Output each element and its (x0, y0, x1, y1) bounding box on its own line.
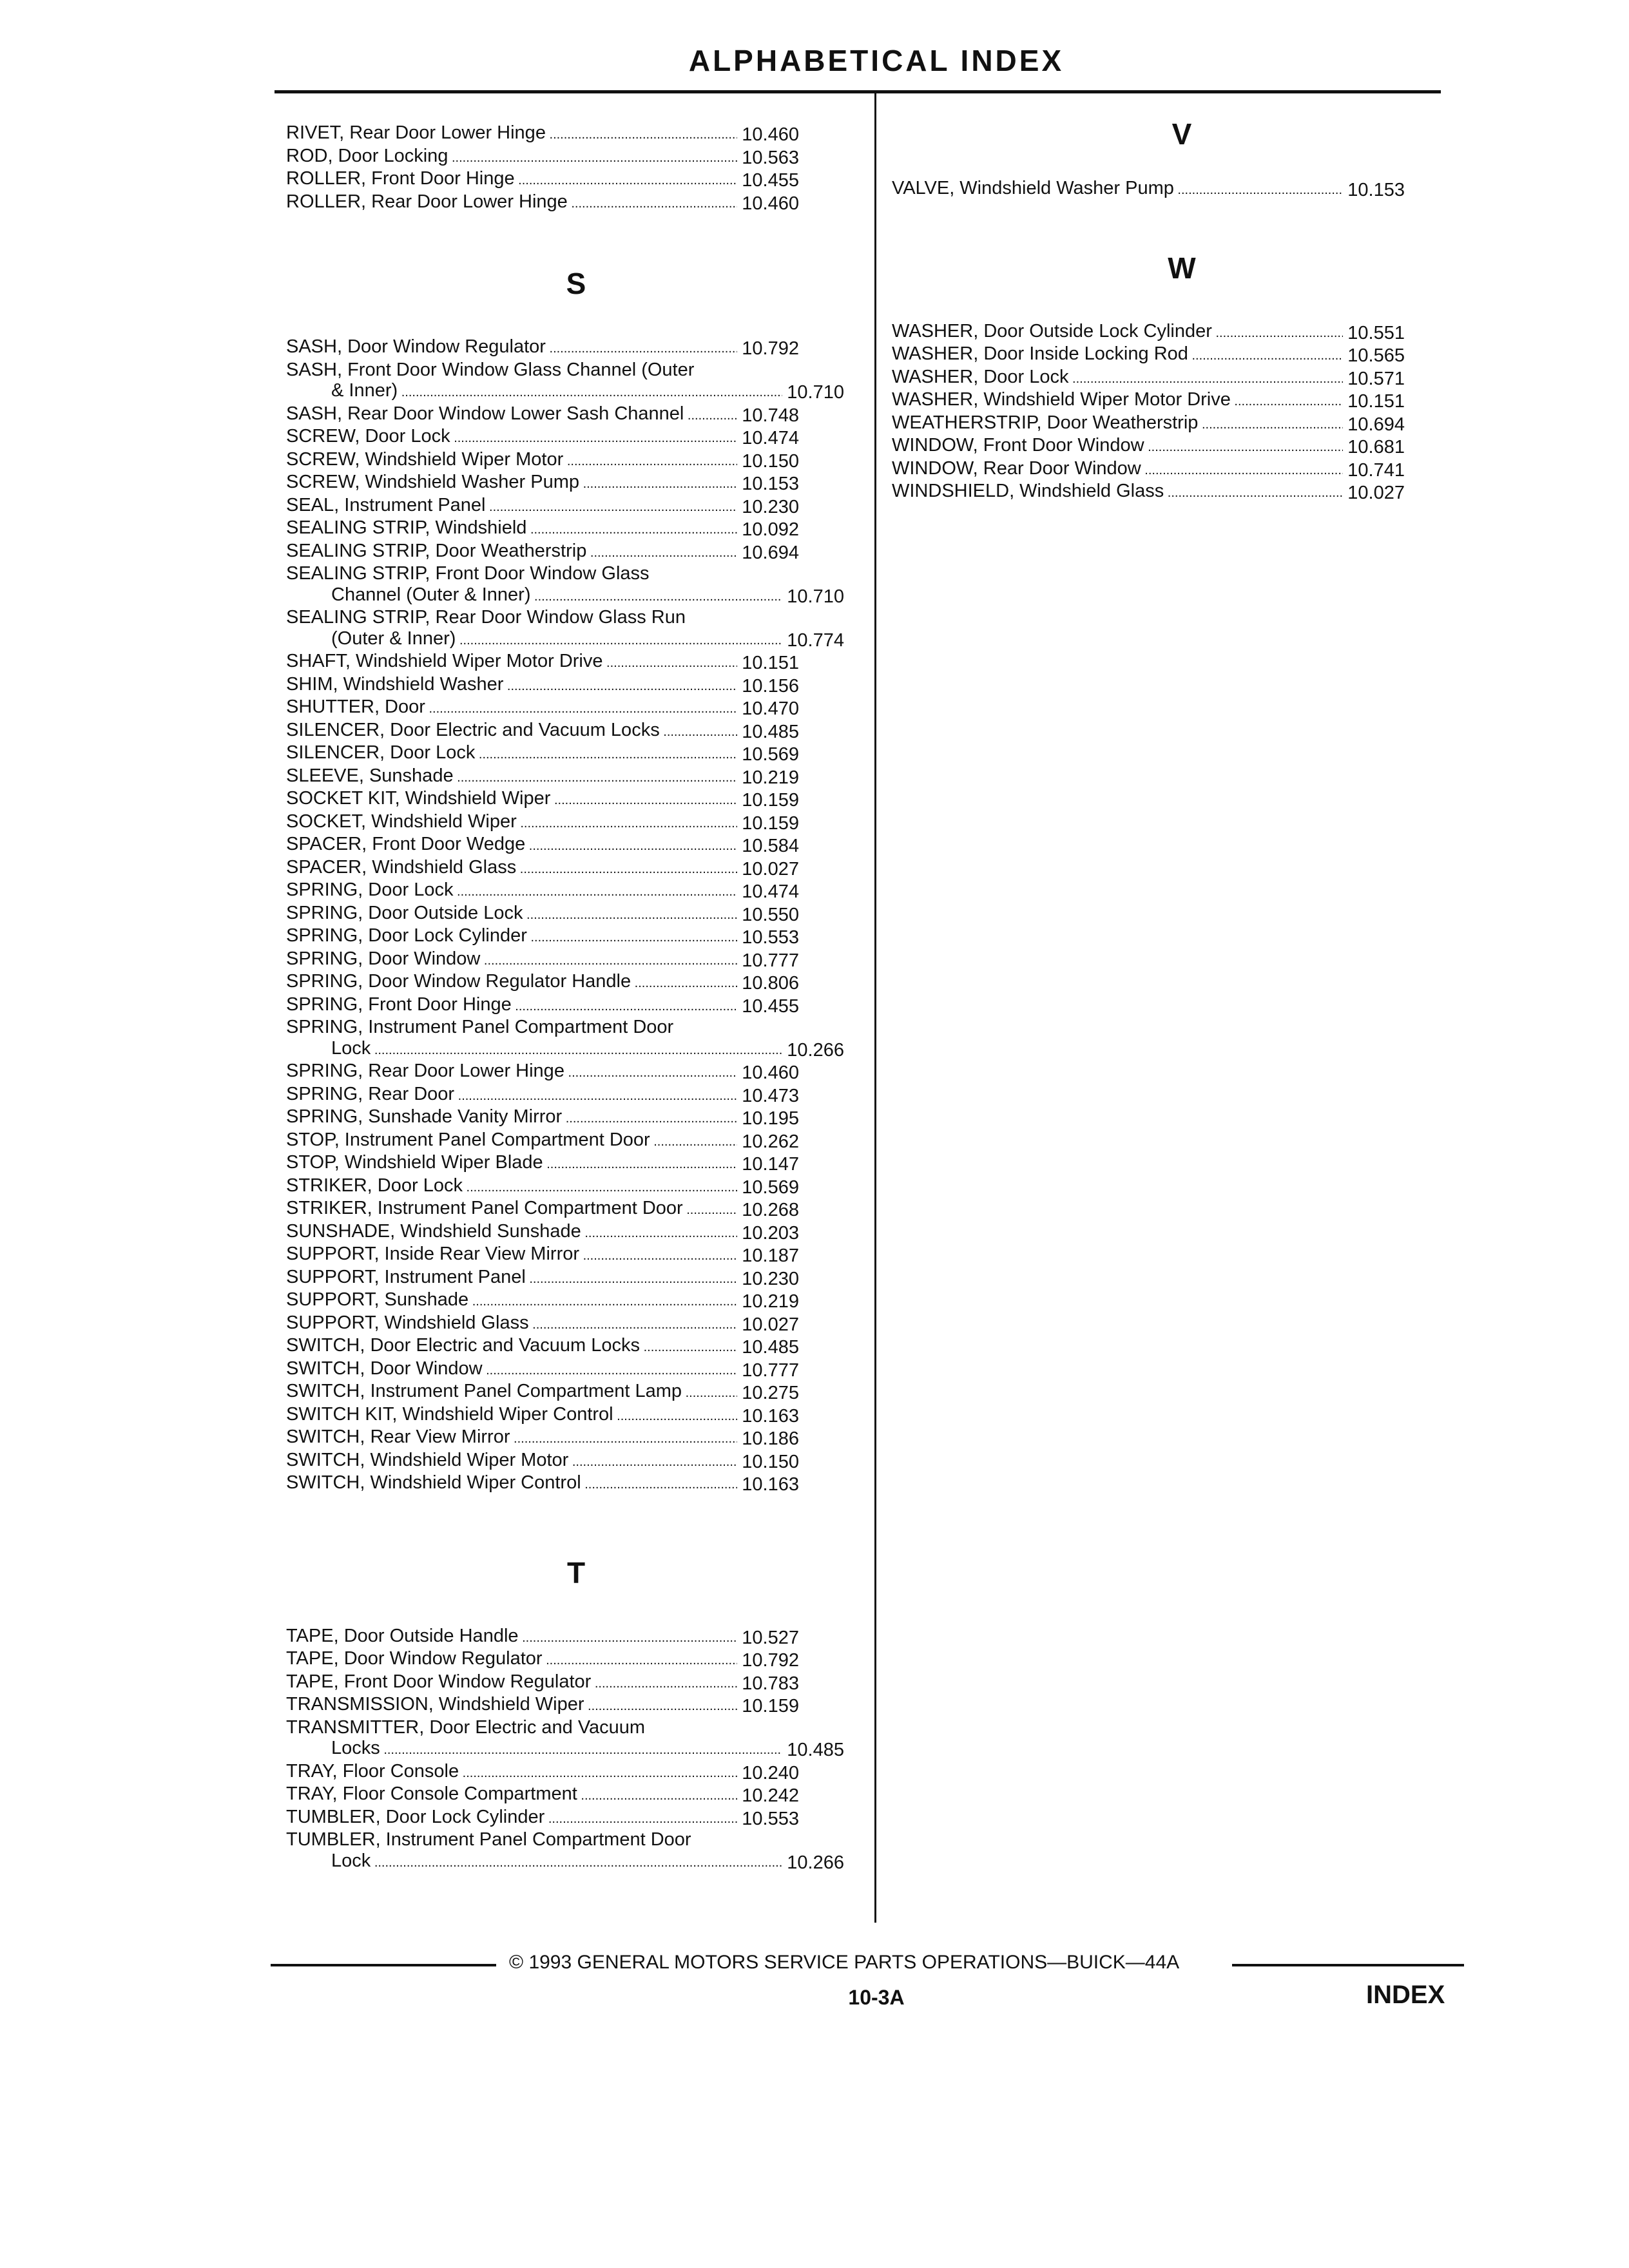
index-entry-page: 10.553 (742, 927, 799, 948)
index-entry (286, 674, 866, 697)
index-entry-page: 10.694 (742, 542, 799, 563)
index-entry-page: 10.792 (742, 338, 799, 359)
index-entry-name: SPRING, Instrument Panel Compartment Door (286, 1017, 674, 1037)
index-entry-name: STOP, Instrument Panel Compartment Door ..... (286, 1129, 737, 1153)
page-number: 10-3A (848, 1986, 905, 2009)
index-entry-page: 10.485 (742, 1337, 799, 1358)
index-entry-name: SEAL, Instrument Panel ..... (286, 495, 737, 518)
index-entry-page: 10.195 (742, 1108, 799, 1129)
index-entry-name: SPRING, Sunshade Vanity Mirror ..... (286, 1106, 737, 1129)
index-entry (286, 1694, 866, 1717)
index-entry-name: TUMBLER, Door Lock Cylinder ..... (286, 1807, 737, 1830)
index-entry-name: SILENCER, Door Electric and Vacuum Locks ..... (286, 720, 737, 743)
index-entry (286, 651, 866, 674)
index-entry-name: TAPE, Door Window Regulator ..... (286, 1648, 737, 1671)
index-entry-page: 10.151 (742, 653, 799, 673)
index-entry-page: 10.485 (787, 1740, 844, 1760)
index-entry (286, 879, 866, 903)
index-section-t (286, 1626, 866, 1874)
index-entry-continuation: Locks ..... (286, 1738, 782, 1761)
index-entry-page: 10.230 (742, 1268, 799, 1289)
index-entry (286, 1221, 866, 1244)
index-entry-page: 10.455 (742, 170, 799, 191)
index-section-r (286, 122, 866, 214)
index-entry-page: 10.460 (742, 124, 799, 145)
footer-section-label: INDEX (1366, 1981, 1445, 2009)
index-entry-page: 10.186 (742, 1428, 799, 1449)
index-entry (286, 925, 866, 948)
index-entry-name: SPRING, Door Window Regulator Handle ..... (286, 971, 737, 994)
section-letter-t: T (566, 1555, 586, 1590)
index-entry (286, 472, 866, 495)
index-entry (286, 1129, 866, 1153)
index-entry (286, 168, 866, 191)
index-entry-page: 10.187 (742, 1245, 799, 1266)
index-entry-name: TRANSMISSION, Windshield Wiper ..... (286, 1694, 737, 1717)
index-entry-page: 10.151 (1347, 391, 1405, 412)
index-entry-name: TRAY, Floor Console ..... (286, 1761, 737, 1784)
index-entry (892, 343, 1472, 367)
index-entry-name: WASHER, Door Outside Lock Cylinder ..... (892, 321, 1343, 344)
index-entry-name: SUNSHADE, Windshield Sunshade ..... (286, 1221, 737, 1244)
index-entry (286, 1175, 866, 1198)
index-entry-page: 10.219 (742, 1291, 799, 1312)
index-entry (286, 426, 866, 449)
index-entry-name: SASH, Door Window Regulator ..... (286, 336, 737, 360)
index-entry (892, 412, 1472, 436)
index-entry-page: 10.710 (787, 382, 844, 403)
index-entry-name: SHUTTER, Door ..... (286, 697, 737, 720)
index-entry-name: SPRING, Front Door Hinge ..... (286, 994, 737, 1017)
index-entry-name: SEALING STRIP, Rear Door Window Glass Run (286, 607, 686, 628)
index-entry (286, 1267, 866, 1290)
index-entry-continuation: (Outer & Inner) ..... (286, 628, 782, 651)
index-entry (286, 1427, 866, 1450)
index-entry (286, 336, 866, 360)
index-entry-page: 10.163 (742, 1405, 799, 1427)
index-entry-page: 10.159 (742, 812, 799, 834)
index-entry-page: 10.156 (742, 675, 799, 697)
index-entry-continuation: Lock ..... (286, 1850, 782, 1874)
index-entry-name: SUPPORT, Sunshade ..... (286, 1289, 737, 1312)
index-entry (286, 628, 866, 651)
index-entry (286, 765, 866, 789)
index-entry-page: 10.741 (1347, 459, 1405, 481)
index-entry-page: 10.710 (787, 586, 844, 607)
index-entry-page: 10.783 (742, 1673, 799, 1694)
index-entry-page: 10.792 (742, 1650, 799, 1671)
index-entry-page: 10.147 (742, 1154, 799, 1175)
index-entry (286, 122, 866, 146)
index-entry-name: TRAY, Floor Console Compartment ..... (286, 1783, 737, 1807)
index-entry (286, 1152, 866, 1175)
index-entry-page: 10.268 (742, 1200, 799, 1220)
index-entry-page: 10.551 (1347, 322, 1405, 343)
header-rule (275, 90, 1441, 93)
index-entry-name: SUPPORT, Instrument Panel ..... (286, 1267, 737, 1290)
index-entry-continuation: Lock ..... (286, 1038, 782, 1061)
index-entry-page: 10.584 (742, 836, 799, 856)
index-entry-page: 10.571 (1347, 368, 1405, 389)
index-entry (286, 1381, 866, 1404)
index-entry-name: SWITCH, Door Electric and Vacuum Locks ..... (286, 1335, 737, 1358)
index-entry-page: 10.455 (742, 995, 799, 1017)
index-entry (286, 517, 866, 541)
index-entry (286, 1738, 866, 1761)
index-entry-name: ROLLER, Rear Door Lower Hinge ..... (286, 191, 737, 215)
index-entry-name: TUMBLER, Instrument Panel Compartment Door (286, 1829, 691, 1850)
index-entry (286, 834, 866, 857)
index-entry-page: 10.240 (742, 1762, 799, 1783)
index-entry-page: 10.163 (742, 1474, 799, 1495)
index-entry-page: 10.527 (742, 1627, 799, 1648)
index-entry (286, 788, 866, 811)
index-entry-name: SEALING STRIP, Windshield ..... (286, 517, 737, 541)
section-letter-s: S (566, 267, 586, 300)
index-entry-name: SASH, Front Door Window Glass Channel (Outer (286, 359, 695, 380)
footer-copyright: © 1993 GENERAL MOTORS SERVICE PARTS OPERATIONS—BUICK—44A (509, 1952, 1180, 1973)
index-entry-page: 10.027 (742, 858, 799, 879)
index-entry (286, 720, 866, 743)
index-entry (286, 811, 866, 834)
index-entry-page: 10.460 (742, 193, 799, 214)
index-entry-page: 10.203 (742, 1222, 799, 1244)
index-entry-name: WASHER, Windshield Wiper Motor Drive ..... (892, 389, 1343, 412)
index-entry (286, 1198, 866, 1221)
index-entry-name: RIVET, Rear Door Lower Hinge ..... (286, 122, 737, 146)
index-entry (286, 857, 866, 880)
index-entry-page: 10.219 (742, 767, 799, 788)
index-entry-name: SOCKET, Windshield Wiper ..... (286, 811, 737, 834)
index-entry-name: SPRING, Door Lock ..... (286, 879, 737, 903)
index-entry-page: 10.485 (742, 721, 799, 742)
index-entry-page: 10.550 (742, 904, 799, 925)
index-entry (286, 1761, 866, 1784)
index-entry-page: 10.153 (742, 474, 799, 494)
index-entry-continuation: & Inner) ..... (286, 380, 782, 403)
index-entry-name: SUPPORT, Windshield Glass ..... (286, 1312, 737, 1336)
index-entry-name: SCREW, Windshield Wiper Motor ..... (286, 449, 737, 472)
index-entry (286, 495, 866, 518)
index-entry (286, 584, 866, 608)
index-entry-page: 10.777 (742, 950, 799, 971)
index-entry (286, 1648, 866, 1671)
index-entry-page: 10.262 (742, 1131, 799, 1152)
index-entry-name: WINDOW, Rear Door Window ..... (892, 458, 1343, 481)
index-entry-page: 10.563 (742, 147, 799, 168)
index-entry (286, 541, 866, 564)
index-entry-page: 10.027 (1347, 483, 1405, 503)
index-entry-name: WINDSHIELD, Windshield Glass ..... (892, 481, 1343, 504)
index-entry-name: SILENCER, Door Lock ..... (286, 742, 737, 765)
index-entry-page: 10.569 (742, 1177, 799, 1198)
index-entry (892, 481, 1472, 504)
index-entry-name: WINDOW, Front Door Window ..... (892, 435, 1343, 458)
index-entry-name: ROLLER, Front Door Hinge ..... (286, 168, 737, 191)
index-entry-name: STOP, Windshield Wiper Blade ..... (286, 1152, 737, 1175)
index-entry-page: 10.681 (1347, 437, 1405, 457)
index-entry (286, 971, 866, 994)
index-entry-page: 10.565 (1347, 345, 1405, 366)
index-entry (892, 389, 1472, 412)
index-entry-page: 10.774 (787, 629, 844, 651)
index-entry (286, 1244, 866, 1267)
index-entry (286, 1084, 866, 1107)
index-entry-page: 10.153 (1347, 180, 1405, 200)
index-entry (892, 367, 1472, 390)
index-entry-name: WASHER, Door Lock ..... (892, 367, 1343, 390)
index-entry (286, 1626, 866, 1649)
index-entry-page: 10.159 (742, 1696, 799, 1716)
section-letter-w: W (1168, 251, 1196, 285)
index-entry-name: SWITCH, Instrument Panel Compartment Lamp ..... (286, 1381, 737, 1404)
index-entry-page: 10.460 (742, 1062, 799, 1083)
index-entry-name: SPRING, Door Window ..... (286, 948, 737, 972)
index-entry (286, 146, 866, 169)
index-entry-page: 10.275 (742, 1383, 799, 1403)
index-entry-name: SHAFT, Windshield Wiper Motor Drive ..... (286, 651, 737, 674)
index-entry-page: 10.242 (742, 1785, 799, 1806)
index-entry (892, 435, 1472, 458)
index-entry-name: SPRING, Rear Door ..... (286, 1084, 737, 1107)
index-entry-name: SCREW, Windshield Washer Pump ..... (286, 472, 737, 495)
index-entry-name: SWITCH, Windshield Wiper Motor ..... (286, 1450, 737, 1473)
index-entry-name: STRIKER, Door Lock ..... (286, 1175, 737, 1198)
index-entry-name: TAPE, Front Door Window Regulator ..... (286, 1671, 737, 1695)
index-entry (286, 1450, 866, 1473)
index-entry-name: SEALING STRIP, Front Door Window Glass (286, 563, 650, 584)
index-entry (286, 1335, 866, 1358)
index-entry-page: 10.266 (787, 1852, 844, 1873)
index-entry-name: SPACER, Windshield Glass ..... (286, 857, 737, 880)
index-entry (286, 1358, 866, 1381)
index-entry-page: 10.150 (742, 450, 799, 472)
index-entry-name: ROD, Door Locking ..... (286, 146, 737, 169)
index-entry-name: VALVE, Windshield Washer Pump ..... (892, 178, 1343, 201)
index-entry-page: 10.159 (742, 790, 799, 811)
index-entry-name: TRANSMITTER, Door Electric and Vacuum (286, 1716, 646, 1738)
index-entry-name: SEALING STRIP, Door Weatherstrip ..... (286, 541, 737, 564)
index-section-s (286, 336, 866, 1495)
index-entry-name: SWITCH, Windshield Wiper Control ..... (286, 1472, 737, 1495)
left-column (286, 122, 866, 1873)
column-divider (874, 93, 876, 1923)
index-entry (286, 1038, 866, 1061)
index-entry-name: SWITCH, Door Window ..... (286, 1358, 737, 1381)
index-entry-page: 10.474 (742, 428, 799, 448)
index-entry (286, 948, 866, 972)
index-entry (286, 380, 866, 403)
index-entry-page: 10.748 (742, 405, 799, 426)
index-entry (286, 994, 866, 1017)
index-entry-page: 10.473 (742, 1085, 799, 1106)
index-entry-page: 10.777 (742, 1360, 799, 1381)
index-entry (286, 1289, 866, 1312)
index-entry-name: SWITCH, Rear View Mirror ..... (286, 1427, 737, 1450)
index-entry-name: SOCKET KIT, Windshield Wiper ..... (286, 788, 737, 811)
index-entry-page: 10.027 (742, 1314, 799, 1335)
index-entry (286, 449, 866, 472)
index-entry-name: SPRING, Door Outside Lock ..... (286, 903, 737, 926)
index-entry-name: WASHER, Door Inside Locking Rod ..... (892, 343, 1343, 367)
index-entry-page: 10.092 (742, 519, 799, 540)
right-column (892, 117, 1472, 504)
index-entry (286, 1404, 866, 1427)
index-entry-page: 10.694 (1347, 414, 1405, 435)
index-entry (286, 1783, 866, 1807)
index-entry-name: SUPPORT, Inside Rear View Mirror ..... (286, 1244, 737, 1267)
index-entry (892, 178, 1472, 201)
index-entry (286, 1671, 866, 1695)
index-entry-continuation: Channel (Outer & Inner) ..... (286, 584, 782, 608)
index-section-v (892, 178, 1472, 201)
index-entry-name: SPRING, Rear Door Lower Hinge ..... (286, 1061, 737, 1084)
index-entry (286, 697, 866, 720)
index-entry (286, 1807, 866, 1830)
section-letter-v: V (1171, 117, 1192, 151)
index-entry-page: 10.230 (742, 496, 799, 517)
index-entry-page: 10.266 (787, 1039, 844, 1061)
index-entry-name: WEATHERSTRIP, Door Weatherstrip ..... (892, 412, 1343, 436)
index-entry (286, 903, 866, 926)
index-entry-name: SLEEVE, Sunshade ..... (286, 765, 737, 789)
index-entry-name: SPACER, Front Door Wedge ..... (286, 834, 737, 857)
index-entry-page: 10.150 (742, 1451, 799, 1472)
index-entry-name: SPRING, Door Lock Cylinder ..... (286, 925, 737, 948)
index-entry (286, 1061, 866, 1084)
index-entry-page: 10.553 (742, 1808, 799, 1829)
index-entry (286, 403, 866, 427)
index-entry (892, 321, 1472, 344)
index-entry (286, 1850, 866, 1874)
index-entry-name: STRIKER, Instrument Panel Compartment Door ..... (286, 1198, 737, 1221)
index-entry-name: SHIM, Windshield Washer ..... (286, 674, 737, 697)
index-entry (286, 1312, 866, 1336)
index-entry (892, 458, 1472, 481)
index-entry (286, 1106, 866, 1129)
index-entry-name: SWITCH KIT, Windshield Wiper Control ..... (286, 1404, 737, 1427)
page-title: ALPHABETICAL INDEX (688, 44, 1065, 77)
index-entry (286, 1472, 866, 1495)
index-entry-page: 10.470 (742, 698, 799, 719)
index-entry-name: TAPE, Door Outside Handle ..... (286, 1626, 737, 1649)
index-entry-name: SASH, Rear Door Window Lower Sash Channel ..... (286, 403, 737, 427)
footer-rule-right (1232, 1964, 1464, 1966)
footer-rule-left (271, 1964, 496, 1966)
index-entry (286, 191, 866, 215)
index-entry-page: 10.474 (742, 881, 799, 902)
index-entry-page: 10.569 (742, 744, 799, 765)
index-section-w (892, 321, 1472, 504)
index-entry-page: 10.806 (742, 973, 799, 994)
index-entry (286, 742, 866, 765)
index-entry-name: SCREW, Door Lock ..... (286, 426, 737, 449)
